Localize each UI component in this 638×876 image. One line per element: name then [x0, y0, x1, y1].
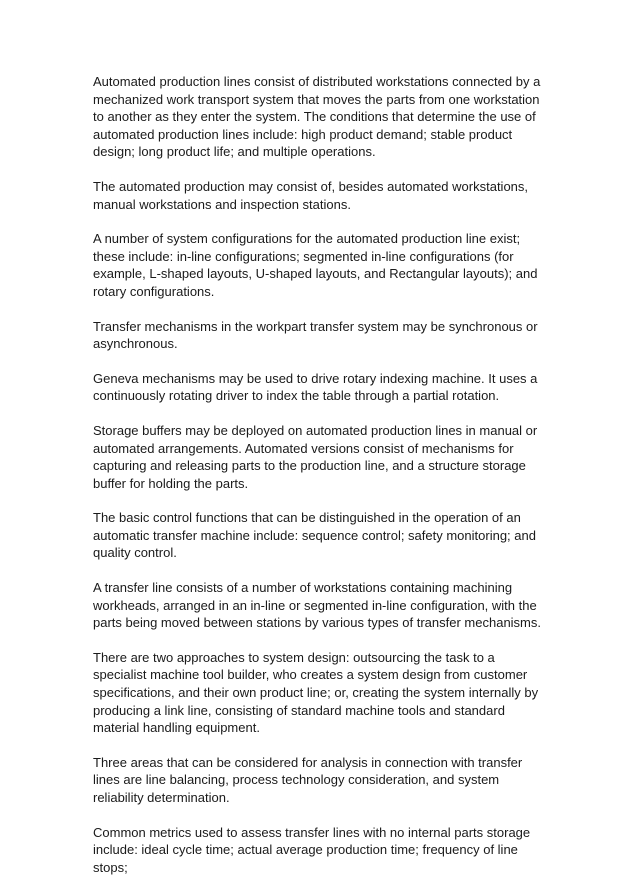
paragraph-system-configurations: A number of system configurations for the automated production line exist; these include: in-line configurations; segmented in-line configurations (for example, L-shaped layouts, U-shaped layouts, and Rectangular layouts); and rotary configurations.	[93, 231, 538, 299]
paragraph-geneva-mechanisms: Geneva mechanisms may be used to drive rotary indexing machine. It uses a continuously rotating driver to index the table through a partial rotation.	[93, 370, 538, 404]
paragraph-storage-buffers: Storage buffers may be deployed on automated production lines in manual or automated arrangements. Automated versions consist of mechanisms for capturing and releasing parts to the production line, and a structure storage buffer for holding the parts.	[93, 422, 538, 491]
paragraph-transfer-mechanisms: Transfer mechanisms in the workpart transfer system may be synchronous or asynchronous.	[93, 318, 538, 352]
paragraph-control-functions: The basic control functions that can be distinguished in the operation of an automatic transfer machine include: sequence control; safety monitoring; and quality control.	[93, 510, 536, 561]
paragraph-common-metrics: Common metrics used to assess transfer lines with no internal parts storage include: ideal cycle time; actual average production time; frequency of line stops;	[93, 824, 531, 875]
paragraph-system-design-approaches: There are two approaches to system design: outsourcing the task to a specialist machine tool builder, who creates a system design from customer specifications, and their own product line; or, creating the system internally by producing a link line, consisting of standard machine tools and standard material handling equipment.	[93, 649, 539, 736]
paragraph-automated-production-lines: Automated production lines consist of distributed workstations connected by a mechanized work transport system that moves the parts from one workstation to another as they enter the system. The conditions that determine the use of automated production lines include: high product demand; stable product design; long product life; and multiple operations.	[93, 74, 541, 160]
paragraph-transfer-line: A transfer line consists of a number of workstations containing machining workheads, arranged in an in-line or segmented in-line configuration, with the parts being moved between stations by various types of transfer mechanisms.	[93, 580, 541, 631]
paragraph-analysis-areas: Three areas that can be considered for analysis in connection with transfer lines are line balancing, process technology consideration, and system reliability determination.	[93, 754, 523, 805]
paragraph-workstation-types: The automated production may consist of, besides automated workstations, manual workstations and inspection stations.	[93, 178, 529, 212]
